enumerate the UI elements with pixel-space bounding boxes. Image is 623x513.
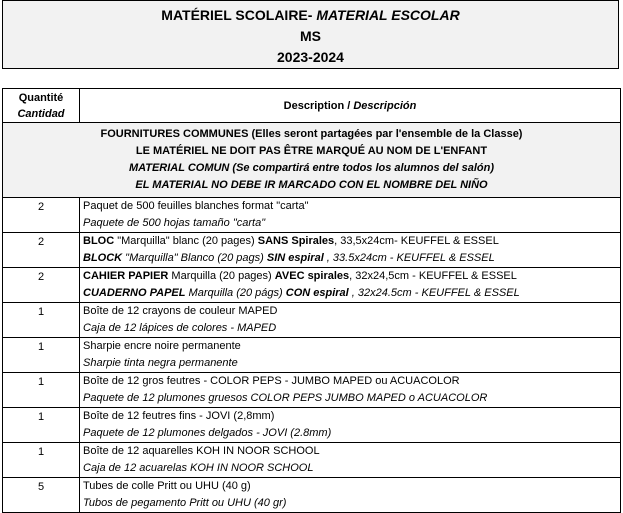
common-supplies-note (3, 123, 621, 198)
description-fr: Sharpie encre noire permanente (83, 340, 241, 352)
quantity-cell: 5 (3, 478, 80, 513)
description-fr: Boîte de 12 aquarelles KOH IN NOOR SCHOOL (83, 445, 320, 457)
quantity-cell: 1 (3, 338, 80, 373)
description-header (80, 89, 621, 123)
title-spanish: MATERIAL ESCOLAR (312, 7, 460, 23)
class-level: MS (300, 28, 321, 44)
common-note-line: LE MATÉRIEL NE DOIT PAS ÊTRE MARQUÉ AU NOM DE L'ENFANT (135, 145, 488, 157)
description-es: BLOCK "Marquilla" Blanco (20 pags) SIN espiral , 33.5x24cm - KEUFFEL & ESSEL (83, 252, 495, 264)
quantity-header-fr: Quantité (18, 91, 64, 104)
description-cell (80, 268, 621, 303)
description-es: Tubos de pegamento Pritt ou UHU (40 gr) (83, 497, 287, 509)
quantity-cell: 2 (3, 268, 80, 303)
description-es: Caja de 12 lápices de colores - MAPED (83, 322, 277, 334)
description-cell (80, 338, 621, 373)
school-year: 2023-2024 (277, 49, 344, 65)
description-cell (80, 198, 621, 233)
table-row (3, 478, 621, 513)
document-title-box (2, 0, 619, 69)
description-fr: Tubes de colle Pritt ou UHU (40 g) (83, 480, 251, 492)
description-fr: Boîte de 12 crayons de couleur MAPED (83, 305, 278, 317)
common-note-line: MATERIAL COMUN (Se compartirá entre todos los alumnos del salón) (128, 162, 495, 174)
description-es: Paquete de 12 plumones gruesos COLOR PEPS JUMBO MAPED o ACUACOLOR (83, 392, 488, 404)
table-row (3, 198, 621, 233)
quantity-header-es: Cantidad (17, 107, 65, 120)
quantity-cell: 2 (3, 233, 80, 268)
description-cell (80, 443, 621, 478)
description-fr: Boîte de 12 gros feutres - COLOR PEPS - JUMBO MAPED ou ACUACOLOR (83, 375, 460, 387)
table-row (3, 408, 621, 443)
description-es: Paquete de 12 plumones delgados - JOVI (2.8mm) (83, 427, 332, 439)
quantity-cell: 1 (3, 303, 80, 338)
description-es: Sharpie tinta negra permanente (83, 357, 238, 369)
quantity-cell: 1 (3, 408, 80, 443)
description-es: CUADERNO PAPEL Marquilla (20 págs) CON espiral , 32x24.5cm - KEUFFEL & ESSEL (83, 287, 520, 299)
description-fr: Paquet de 500 feuilles blanches format "carta" (83, 200, 309, 212)
description-cell (80, 373, 621, 408)
description-cell (80, 478, 621, 513)
common-supplies-row (3, 123, 621, 198)
description-es: Caja de 12 acuarelas KOH IN NOOR SCHOOL (83, 462, 314, 474)
description-cell (80, 233, 621, 268)
quantity-header (3, 89, 80, 123)
common-note-line: FOURNITURES COMMUNES (Elles seront partagées par l'ensemble de la Classe) (100, 128, 523, 140)
description-fr: CAHIER PAPIER Marquilla (20 pages) AVEC spirales, 32x24,5cm - KEUFFEL & ESSEL (83, 270, 517, 282)
title-french: MATÉRIEL SCOLAIRE- (161, 7, 313, 23)
description-es: Paquete de 500 hojas tamaño "carta" (83, 217, 266, 229)
description-fr: Boîte de 12 feutres fins - JOVI (2,8mm) (83, 410, 275, 422)
table-row (3, 233, 621, 268)
description-fr: BLOC "Marquilla" blanc (20 pages) SANS Spirales, 33,5x24cm- KEUFFEL & ESSEL (83, 235, 499, 247)
table-row (3, 373, 621, 408)
table-row (3, 268, 621, 303)
quantity-cell: 1 (3, 443, 80, 478)
description-header-es: Descripción (350, 99, 417, 112)
description-header-fr: Description / (283, 99, 351, 112)
table-row (3, 443, 621, 478)
document-title (3, 5, 618, 26)
table-row (3, 338, 621, 373)
description-cell (80, 408, 621, 443)
description-cell (80, 303, 621, 338)
table-header-row (3, 89, 621, 123)
table-row (3, 303, 621, 338)
quantity-cell: 2 (3, 198, 80, 233)
quantity-cell: 1 (3, 373, 80, 408)
supplies-table (2, 88, 621, 513)
common-note-line: EL MATERIAL NO DEBE IR MARCADO CON EL NOMBRE DEL NIÑO (135, 179, 488, 191)
